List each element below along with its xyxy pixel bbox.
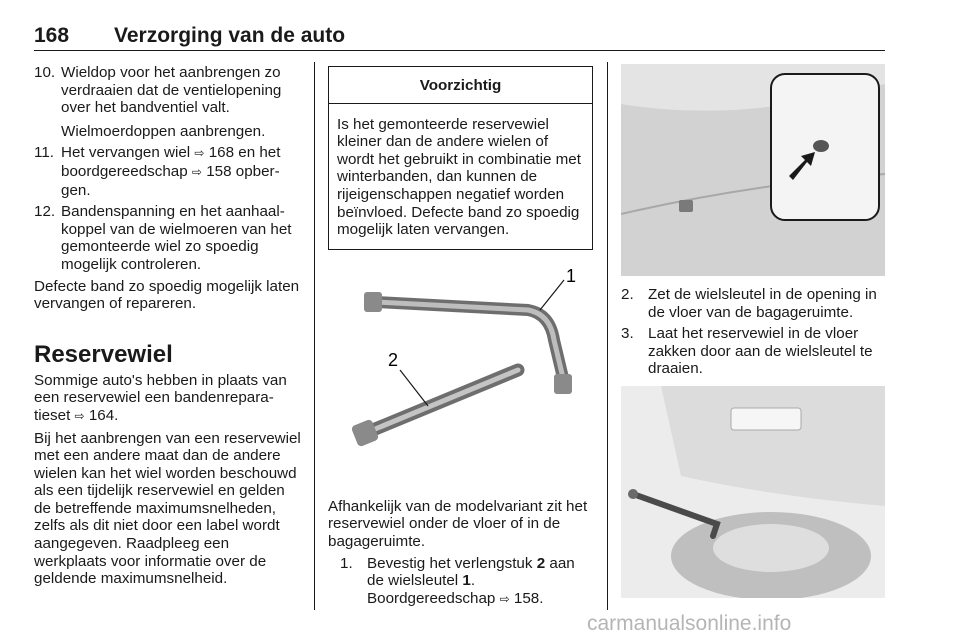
cargo-floor-figure (621, 64, 885, 276)
list-item (34, 64, 304, 117)
item-text: Laat het reservewiel in de vloer zakken door aan de wielsleutel te draaien. (648, 325, 873, 378)
paragraph-text: Sommige auto's hebben in plaats van een reservewiel een bandenreparatieset (34, 371, 287, 424)
wheel-wrench-illustration (328, 262, 593, 482)
item-text: Bevestig het verlengstuk (367, 554, 537, 572)
list-item (621, 286, 885, 321)
wheel-wrench-figure (328, 262, 593, 482)
figure-label-2: 2 (388, 349, 399, 370)
item-continuation: Wielmoerdoppen aanbrengen. (61, 122, 266, 140)
section-heading: Reservewiel (34, 340, 173, 368)
wrench-socket-end (554, 374, 572, 394)
page-header (34, 24, 885, 51)
reference-arrow-icon: ⇨ (74, 408, 85, 423)
reference-arrow-icon: ⇨ (499, 591, 510, 606)
cargo-floor-illustration (621, 64, 885, 276)
column-left (34, 64, 304, 592)
wheel-wrench-highlight (376, 302, 564, 382)
column-middle (328, 64, 593, 612)
item-text-bold: 2 (536, 554, 546, 572)
list-item (34, 144, 304, 199)
item-text: Zet de wielsleutel in de opening in de vloer van de bagageruimte. (648, 286, 877, 321)
paragraph: Bij het aanbrengen van een reservewiel met een andere maat dan de andere wielen kan het wiel worden beschouwd als een tijdelijk reservewiel en gelden de betreffende maximumsnelheden, zelfs als dit niet door een label wordt aangegeven. Raadpleeg een werkplaats voor informatie over de geldende maximumsnelheid. (34, 429, 301, 588)
item-number: 1. (340, 554, 353, 572)
page-number: 168 (34, 24, 70, 47)
item-text: Bandenspanning en het aanhaalkoppel van de wielmoeren van het gemonteerde wiel zo spoedig mogelijk controleren. (61, 203, 292, 273)
spare-wheel-figure (621, 386, 885, 598)
reference-arrow-icon: ⇨ (191, 164, 202, 179)
item-number: 11. (34, 144, 54, 162)
license-plate-area (731, 408, 801, 430)
list-item (340, 555, 593, 609)
paragraph: Defecte band zo spoedig mogelijk laten vervangen of repareren. (34, 277, 300, 313)
item-text: . Boordgereedschap (367, 572, 500, 607)
label-leader-line (400, 370, 428, 406)
label-leader-line (540, 280, 564, 310)
wrench-socket-end (364, 292, 382, 312)
item-text: Het vervangen wiel (61, 144, 195, 162)
extension-bar-highlight (368, 370, 518, 432)
column-right (621, 64, 885, 598)
caution-text: Is het gemonteerde reservewiel kleiner dan de andere wielen of wordt het gebruikt in combinatie met winterbanden, dan kunnen de rijeigenschappen negatief worden beïnvloed. Defecte band zo spoedig mogelijk laten vervangen. (337, 115, 581, 239)
wrench-end (628, 489, 638, 499)
paragraph (34, 372, 304, 426)
item-text: aan de wielsleutel (367, 554, 575, 590)
paragraph: Afhankelijk van de modelvariant zit het reservewiel onder de vloer of in de bagageruimte. (328, 497, 588, 550)
caution-box (328, 66, 593, 250)
page-reference-link[interactable]: 158. (513, 589, 544, 607)
column-divider (314, 62, 315, 610)
item-number: 10. (34, 64, 56, 81)
caution-title: Voorzichtig (329, 67, 592, 104)
item-number: 2. (621, 286, 634, 303)
item-number: 3. (621, 325, 634, 343)
spare-rim-shape (713, 524, 829, 572)
item-number: 12. (34, 203, 56, 221)
figure-label-1: 1 (566, 265, 577, 286)
spare-wheel-illustration (621, 386, 885, 598)
list-item (621, 325, 885, 378)
page-reference-link[interactable]: 164. (88, 406, 119, 424)
item-text-bold: 1 (462, 572, 471, 590)
inset-opening-icon (813, 140, 829, 152)
page-title: Verzorging van de auto (114, 24, 346, 47)
list-item (34, 203, 304, 273)
reference-arrow-icon: ⇨ (194, 146, 205, 161)
item-text: Wieldop voor het aanbrengen zo verdraaien dat de ventielopening over het bandventiel valt. (61, 64, 282, 117)
column-divider (607, 62, 608, 610)
floor-opening-icon (679, 200, 693, 212)
page-reference-link[interactable]: 168 en het boordgereedschap (61, 144, 281, 180)
page-reference-link[interactable]: 158 opbergen. (61, 162, 280, 199)
watermark: carmanualsonline.info (587, 612, 792, 635)
